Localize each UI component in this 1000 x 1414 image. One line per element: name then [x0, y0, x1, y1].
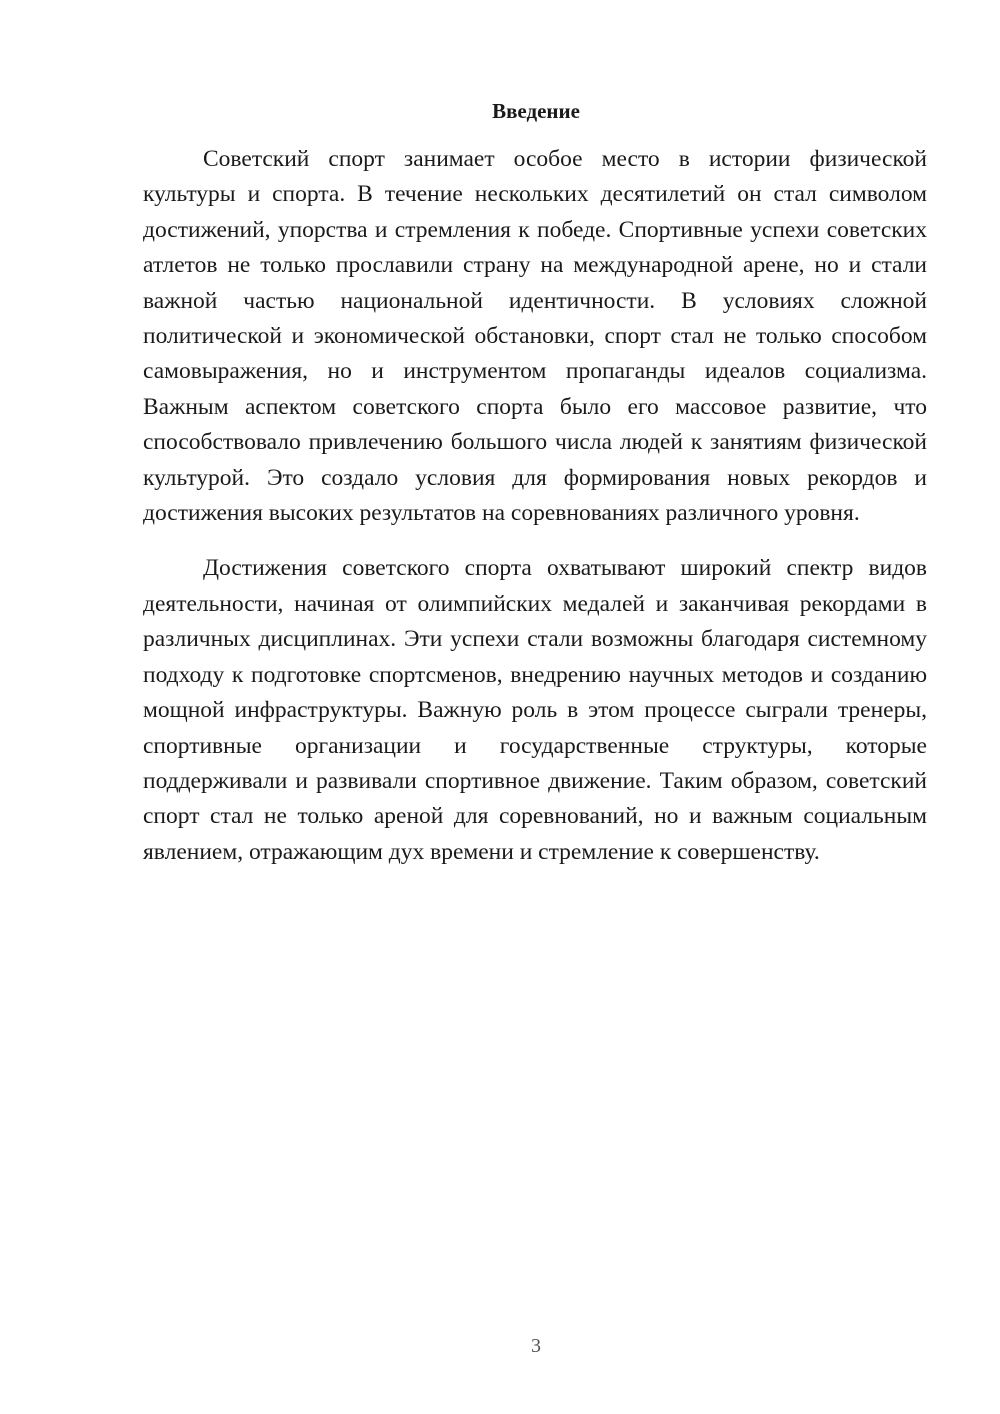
section-heading: Введение	[492, 99, 580, 123]
paragraph-achievements: Достижения советского спорта охватывают широкий спектр видов деятельности, начиная от олимпийских медалей и заканчивая рекордами в различных дисциплинах. Эти успехи стали возможны благодаря системному подходу к подготовке спортсменов, внедрению научных методов и созданию мощной инфраструктуры. Важную роль в этом процессе сыграли тренеры, спортивные организации и государственные структуры, которые поддерживали и развивали спортивное движение. Таким образом, советский спорт стал не только ареной для соревнований, но и важным социальным явлением, отражающим дух времени и стремление к совершенству.	[143, 555, 927, 865]
page-number: 3	[531, 1335, 541, 1357]
document-body	[143, 142, 927, 870]
paragraph-intro: Советский спорт занимает особое место в истории физической культуры и спорта. В течение нескольких десятилетий он стал символом достижений, упорства и стремления к победе. Спортивные успехи советских атлетов не только прославили страну на международной арене, но и стали важной частью национальной идентичности. В условиях сложной политической и экономической обстановки, спорт стал не только способом самовыражения, но и инструментом пропаганды идеалов социализма. Важным аспектом советского спорта было его массовое развитие, что способствовало привлечению большого числа людей к занятиям физической культурой. Это создало условия для формирования новых рекордов и достижения высоких результатов на соревнованиях различного уровня.	[143, 146, 927, 527]
